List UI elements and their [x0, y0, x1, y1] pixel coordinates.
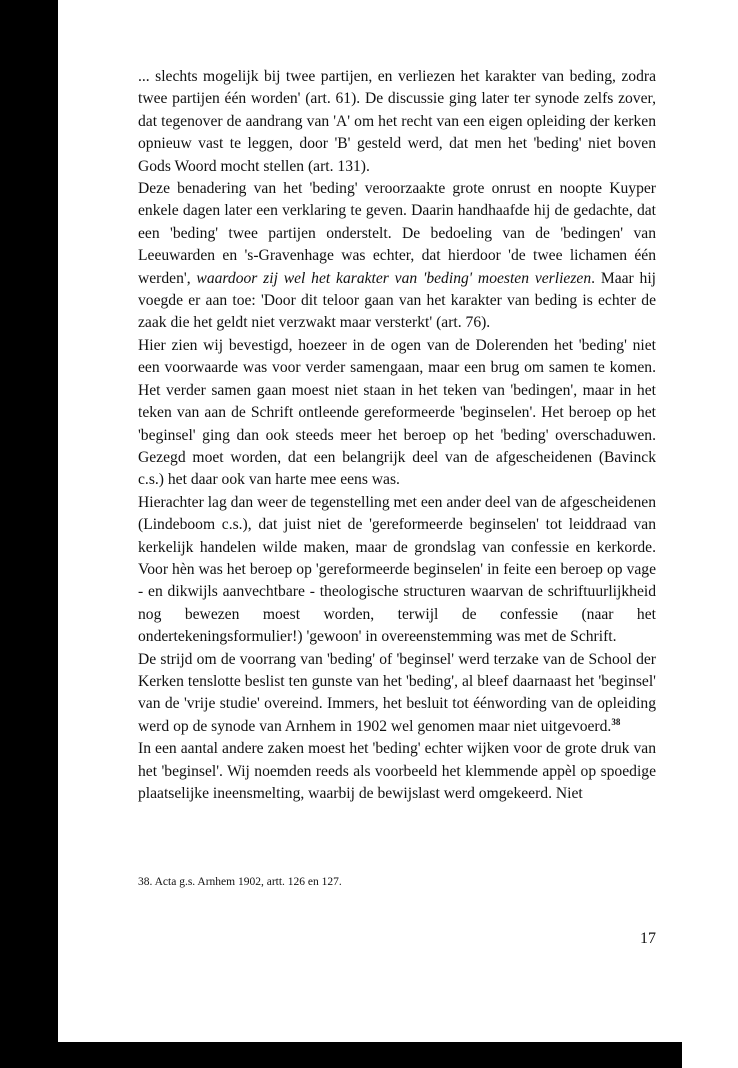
page-number: 17	[640, 930, 656, 947]
scan-left-border	[0, 0, 58, 1068]
paragraph-4: Hierachter lag dan weer de tegenstelling met een ander deel van de afgescheidenen (Lindeboom c.s.), dat juist niet de 'gereformeerde beginselen' tot leiddraad van kerkelijk handelen wilde maken, maar de grondslag van confessie en kerkorde. Voor hèn was het beroep op 'gereformeerde beginselen' in feite een beroep op vage - en dikwijls aanvechtbare - theologische structuren waarvan de schriftuurlijkheid nog bewezen moest worden, terwijl de confessie (naar het ondertekeningsformulier!) 'gewoon' in overeenstemming was met de Schrift.	[138, 493, 656, 646]
paragraph-2-text-before: Deze benadering van het 'beding' veroorzaakte grote onrust en noopte Kuyper enkele dagen later een verklaring te geven. Daarin handhaafde hij de gedachte, dat een 'beding' twee partijen onderstelt. De bedoeling van de 'bedingen' van Leeuwarden en 's-Gravenhage was echter, dat hierdoor 'de twee lichamen één werden',	[138, 180, 656, 287]
paragraph-5-text: De strijd om de voorrang van 'beding' of 'beginsel' werd terzake van de School der Kerken tenslotte beslist ten gunste van het 'beding', al bleef daarnaast het 'beginsel' van de 'vrije studie' overeind. Immers, het besluit tot éénwording van de opleiding werd op de synode van Arnhem in 1902 wel genomen maar niet uitgevoerd.	[138, 650, 656, 735]
paragraph-2-text-after: . Maar hij voegde er aan toe: 'Door dit teloor gaan van het karakter van beding is echter de zaak die het geldt niet verzwakt maar versterkt' (art. 76).	[138, 269, 657, 332]
paragraph-2	[138, 178, 656, 335]
footnote: 38. Acta g.s. Arnhem 1902, artt. 126 en 127.	[138, 876, 342, 888]
paragraph-1: ... slechts mogelijk bij twee partijen, en verliezen het karakter van beding, zodra twee partijen één worden' (art. 61). De discussie ging later ter synode zelfs zover, dat tegenover de aandrang van 'A' om het recht van een eigen opleiding der kerken opnieuw vast te leggen, door 'B' gesteld werd, dat men het 'beding' niet boven Gods Woord mocht stellen (art. 131).	[138, 68, 656, 175]
paragraph-3: Hier zien wij bevestigd, hoezeer in de ogen van de Dolerenden het 'beding' niet een voorwaarde was voor verder samengaan, maar een brug om samen te komen. Het verder samen gaan moest niet staan in het teken van 'bedingen', maar in het teken van aan de Schrift ontleende gereformeerde 'beginselen'. Het beroep op het 'beginsel' ging dan ook steeds meer het beroep op het 'beding' overschaduwen. Gezegd moet worden, dat een belangrijk deel van de afgescheidenen (Bavinck c.s.) het daar ook van harte mee eens was.	[138, 336, 656, 489]
footnote-reference: 38	[611, 716, 621, 727]
body-text	[138, 66, 656, 805]
paragraph-5	[138, 649, 656, 739]
paragraph-2-emphasis: waardoor zij wel het karakter van 'beding' moesten verliezen	[196, 269, 592, 287]
scan-bottom-border	[0, 1042, 682, 1068]
paragraph-6: In een aantal andere zaken moest het 'beding' echter wijken voor de grote druk van het 'beginsel'. Wij noemden reeds als voorbeeld het klemmende appèl op spoedige plaatselijke ineensmelting, waarbij de bewijslast werd omgekeerd. Niet	[138, 740, 656, 802]
